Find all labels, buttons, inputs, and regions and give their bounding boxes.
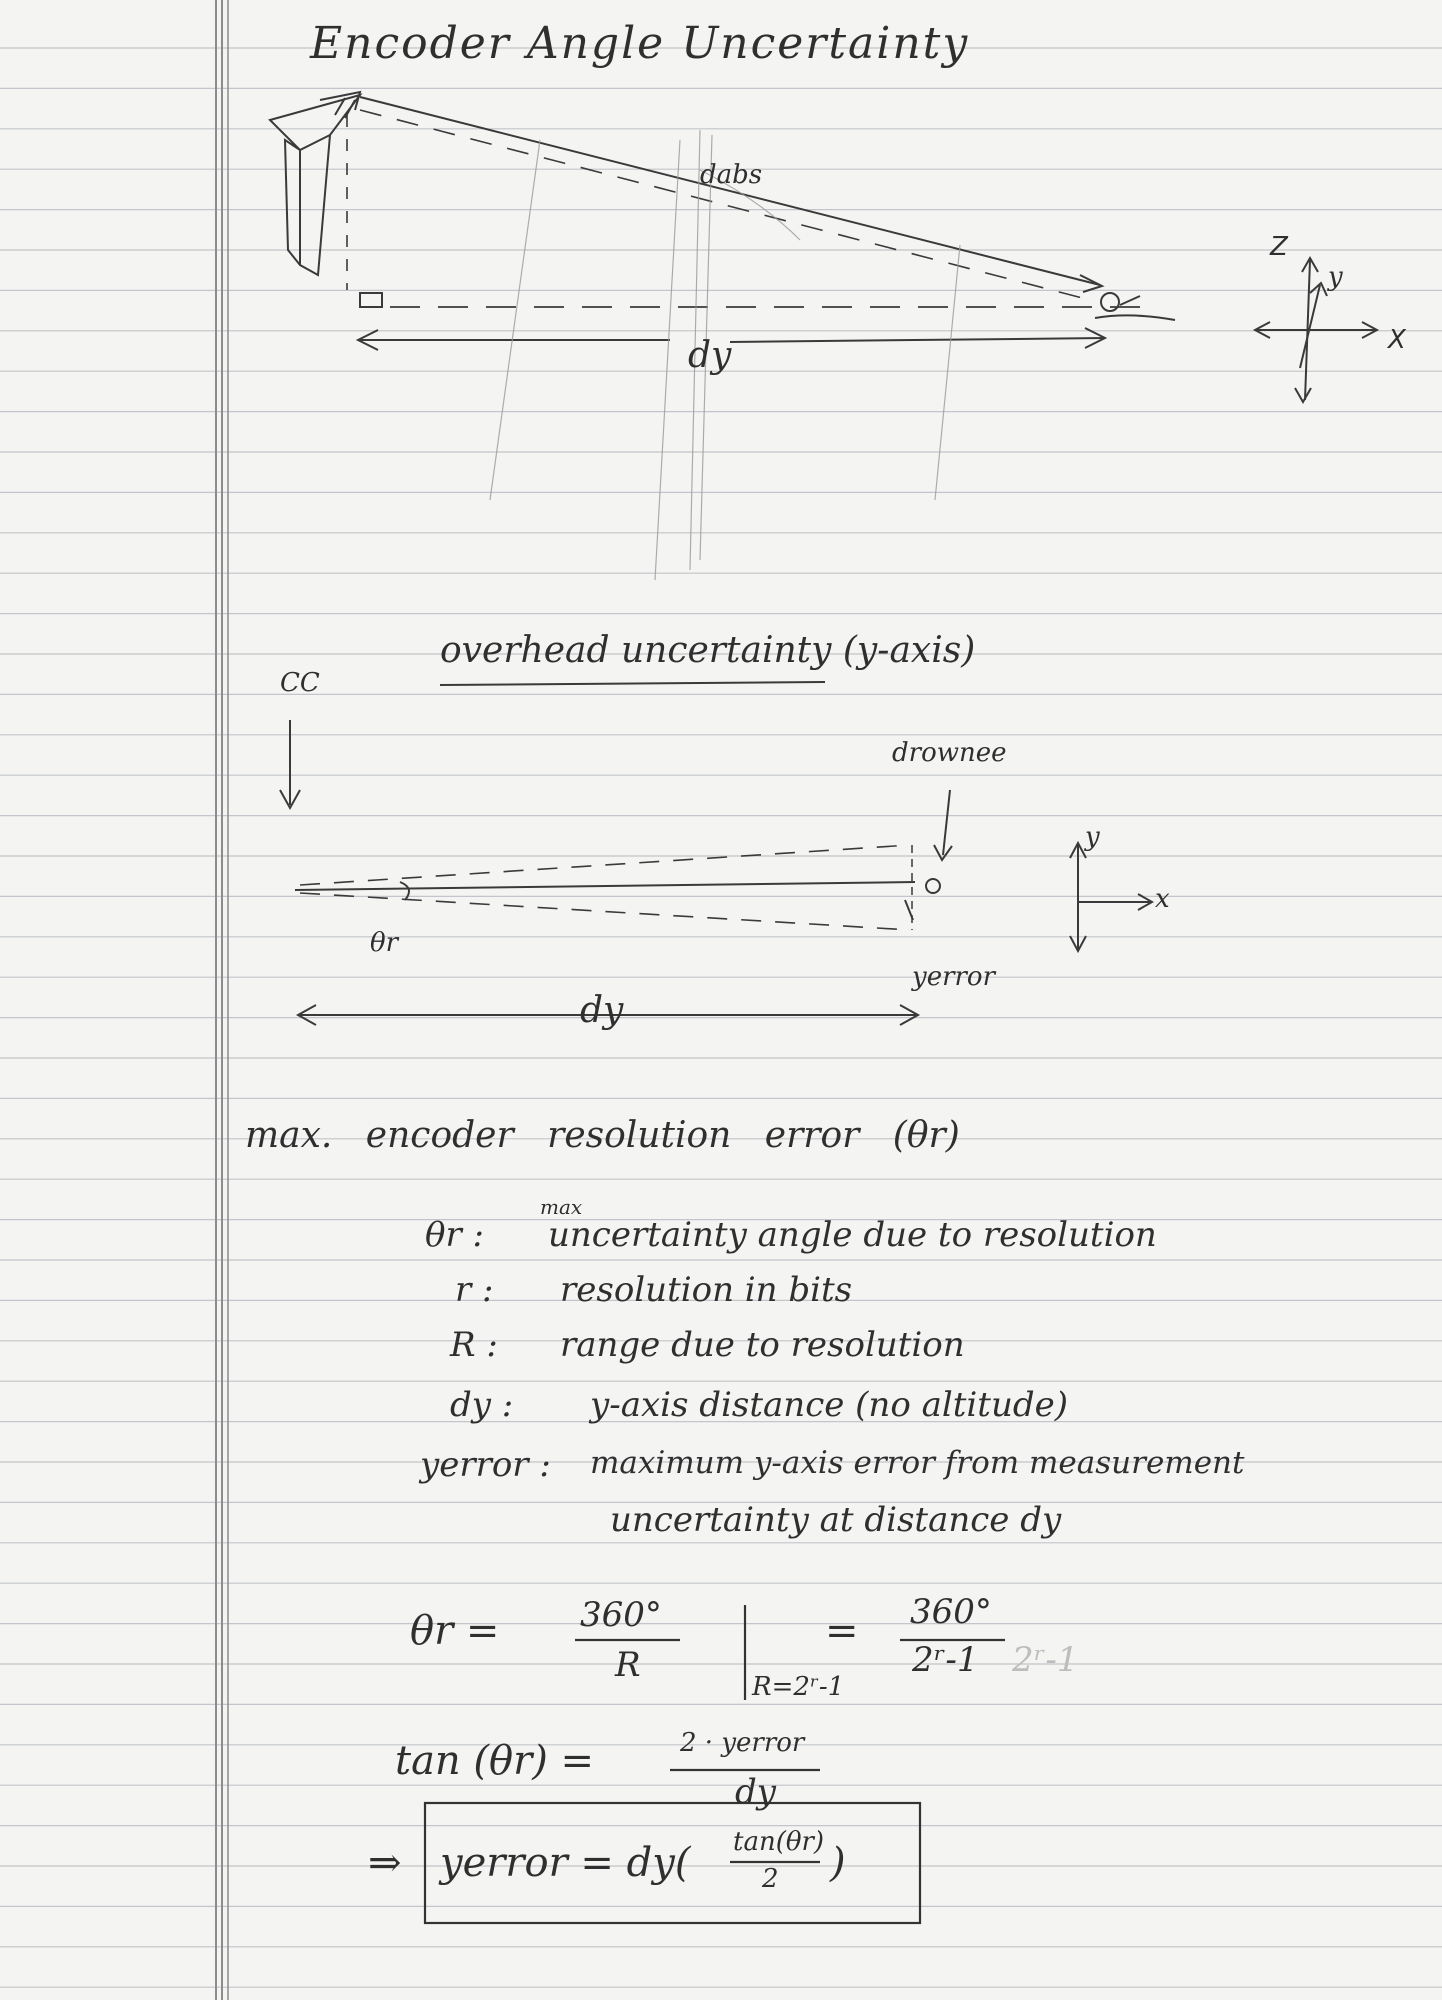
eq3-lhs: yerror = dy( bbox=[440, 1840, 691, 1886]
def-text-3: range due to resolution bbox=[560, 1325, 965, 1365]
eq1-evaluation: R=2ʳ-1 bbox=[752, 1672, 845, 1702]
def-symbol-2: r : bbox=[455, 1270, 494, 1310]
eq2-numerator: 2 · yerror bbox=[680, 1728, 805, 1758]
label-theta-r: θr bbox=[370, 928, 399, 958]
eq1-equals: = bbox=[825, 1608, 859, 1654]
label-dy-overhead: dy bbox=[580, 990, 624, 1031]
def-text-5: maximum y-axis error from measurement bbox=[590, 1445, 1245, 1481]
eq2-lhs: tan (θr) = bbox=[395, 1738, 595, 1784]
eq3-numerator: tan(θr) bbox=[733, 1827, 825, 1857]
max-note: max bbox=[540, 1195, 583, 1219]
axis-label-y-top: y bbox=[1328, 262, 1343, 292]
label-yerror: yerror bbox=[912, 962, 996, 992]
axis-label-x-overhead: x bbox=[1155, 884, 1170, 914]
eq1-denominator: R bbox=[615, 1645, 641, 1685]
resolution-heading: max. encoder resolution error (θr) bbox=[245, 1115, 960, 1156]
def-symbol-1: θr : bbox=[425, 1215, 484, 1255]
axis-label-z: Z bbox=[1270, 232, 1288, 262]
eq1-lhs: θr = bbox=[410, 1608, 500, 1654]
eq3-denominator: 2 bbox=[762, 1864, 779, 1894]
label-dy-top: dy bbox=[688, 335, 732, 376]
def-text-1: uncertainty angle due to resolution bbox=[548, 1215, 1157, 1255]
def-symbol-3: R : bbox=[450, 1325, 498, 1365]
overhead-heading: overhead uncertainty (y-axis) bbox=[440, 630, 976, 671]
page-title: Encoder Angle Uncertainty bbox=[310, 18, 970, 69]
eq1-numerator: 360° bbox=[580, 1595, 662, 1635]
eq3-arrow: ⇒ bbox=[368, 1840, 402, 1886]
label-dabs: dabs bbox=[700, 160, 763, 190]
eq1-faint-term: 2ʳ-1 bbox=[1012, 1640, 1079, 1680]
eq2-denominator: dy bbox=[735, 1772, 776, 1812]
axis-label-y-overhead: y bbox=[1085, 822, 1100, 852]
label-drownee: drownee bbox=[892, 738, 1007, 768]
def-text-5-continued: uncertainty at distance dy bbox=[610, 1500, 1062, 1540]
def-symbol-5: yerror : bbox=[420, 1445, 551, 1485]
eq3-close-paren: ) bbox=[830, 1840, 846, 1886]
def-text-2: resolution in bits bbox=[560, 1270, 853, 1310]
eq1-denominator-2: 2ʳ-1 bbox=[912, 1640, 979, 1680]
def-text-4: y-axis distance (no altitude) bbox=[590, 1385, 1068, 1425]
def-symbol-4: dy : bbox=[450, 1385, 514, 1425]
eq1-numerator-2: 360° bbox=[910, 1592, 992, 1632]
label-cc: CC bbox=[280, 668, 320, 698]
axis-label-x-top: X bbox=[1388, 325, 1406, 355]
